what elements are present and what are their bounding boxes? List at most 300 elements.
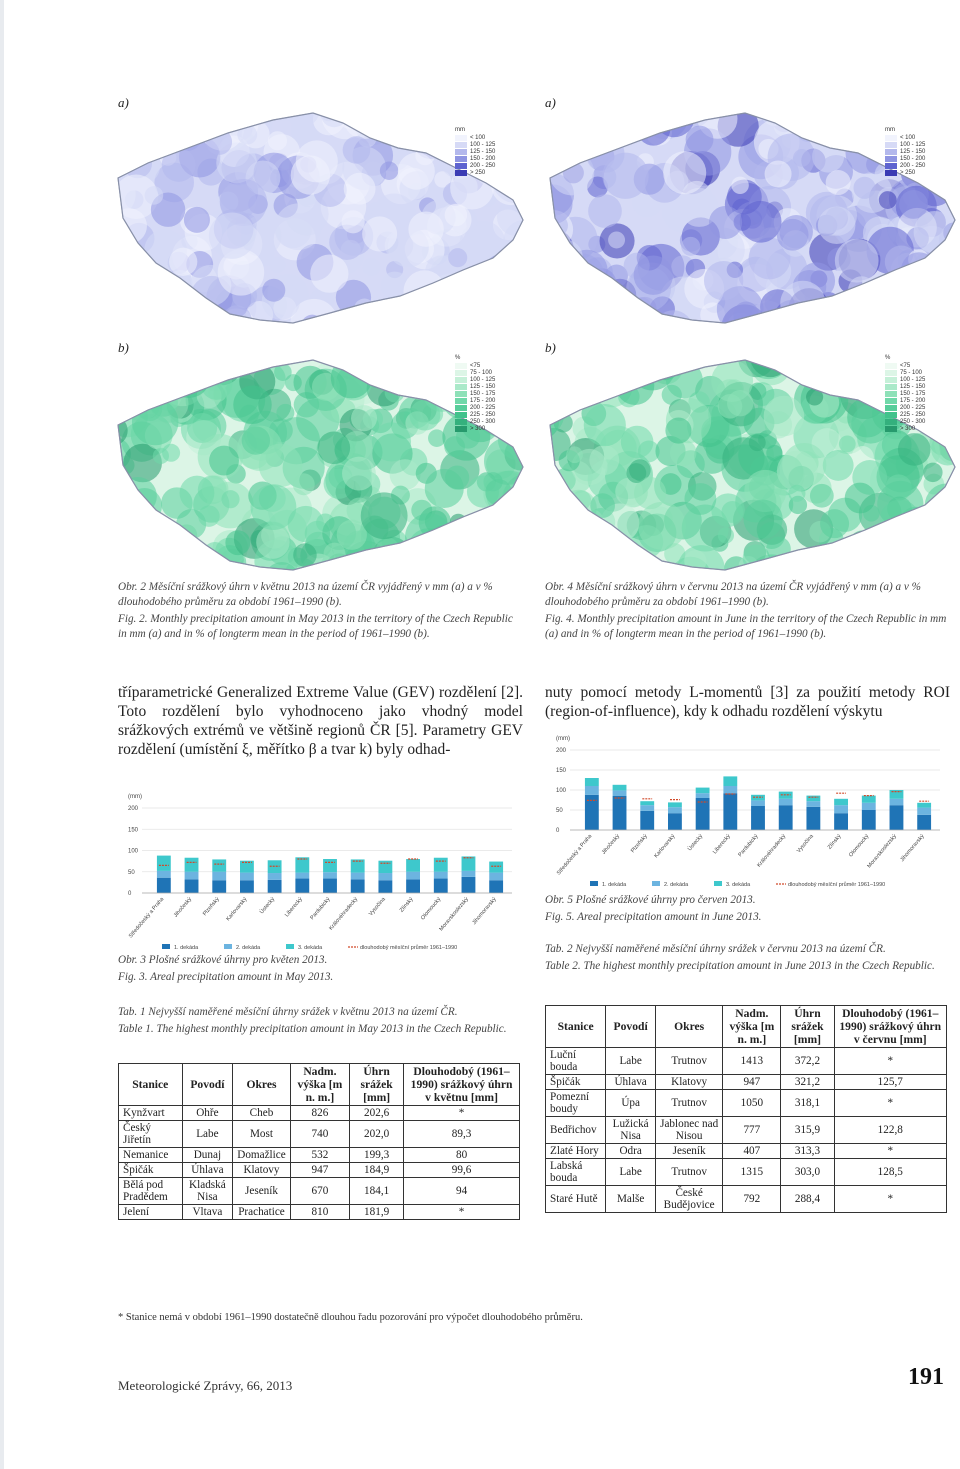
legend-swatch [455,142,467,148]
table-cell: 792 [723,1186,781,1213]
legend-item [885,411,925,418]
x-tick-label: Plzeňský [202,896,221,918]
table-cell: Labe [182,1121,233,1148]
legend-label: 250 - 300 [470,418,496,425]
legend-unit: % [455,355,461,361]
bar-segment [185,858,199,872]
table-cell: 826 [290,1106,349,1121]
table-cell: 1315 [723,1159,781,1186]
table-cell: Český Jiřetín [119,1121,183,1148]
bar-segment [185,879,199,893]
table-cell: Úpa [606,1090,656,1117]
table-header-cell: Nadm. výška [m n. m.] [723,1006,781,1048]
legend-label: 2. dekáda [664,882,689,888]
table-cell: 99,6 [404,1163,520,1178]
table1-caption [118,1005,520,1037]
bar-segment [862,796,876,803]
table-cell: 407 [723,1144,781,1159]
fig2a-label: a) [118,95,129,110]
table2-caption-cz: Tab. 2 Nejvyšší naměřené měsíční úhrny srážek v červnu 2013 na území ČR. [545,943,886,955]
bar-segment [890,805,904,830]
bar-segment [585,786,599,795]
page-edge [0,0,4,1469]
y-axis-label: (mm) [128,794,142,800]
table-cell: Lužická Nisa [606,1117,656,1144]
bar-segment [917,803,931,808]
legend-swatch [455,170,467,176]
bar-segment [489,880,503,893]
x-tick-label: Zlínský [826,833,843,851]
bar-segment [917,815,931,830]
table-header-cell: Stanice [119,1064,183,1106]
bar-segment [212,880,226,893]
legend-item [885,169,925,176]
fig3-caption-en: Fig. 3. Areal precipitation amount in May 2013. [118,971,334,983]
table-cell: Bělá pod Pradědem [119,1178,183,1205]
table-cell: České Budějovice [655,1186,722,1213]
legend-item [885,134,925,141]
legend-swatch [455,405,467,411]
legend-swatch [885,370,897,376]
legend-swatch [885,149,897,155]
legend-label: > 300 [470,425,486,432]
y-tick-label: 150 [128,827,139,834]
bar-segment [668,802,682,807]
legend-label: 225 - 250 [900,411,926,418]
legend-label: 175 - 200 [470,397,496,404]
table-cell: Jeseník [655,1144,722,1159]
table-cell: Vltava [182,1205,233,1220]
y-axis-label: (mm) [556,736,570,742]
legend-label: dlouhodobý měsíční průměr 1961–1990 [788,882,886,888]
legend-item [455,362,495,369]
table-header-cell: Úhrn srážek [mm] [350,1064,404,1106]
legend-swatch [885,419,897,425]
legend-label: < 100 [470,134,486,141]
table-cell: Nemanice [119,1148,183,1163]
legend-item [885,418,925,425]
legend-item [885,148,925,155]
legend-swatch [455,156,467,162]
bar-segment [378,873,392,880]
table-cell: 810 [290,1205,349,1220]
x-tick-label: Středočeský a Praha [555,833,594,877]
fig3-chart [112,790,522,960]
fig5-caption [545,893,945,925]
table-header-cell: Stanice [546,1006,606,1048]
bar-segment [640,811,654,830]
table-header-cell: Nadm. výška [m n. m.] [290,1064,349,1106]
legend-swatch [455,135,467,141]
bar-segment [751,800,765,806]
bar-segment [351,873,365,880]
fig4-caption-en: Fig. 4. Monthly precipitation amount in June in the territory of the Czech Republic in mm (a) and in % of longterm mean in the period of 1961–1990 (b). [545,613,947,640]
bar-segment [640,801,654,805]
table-cell: 740 [290,1121,349,1148]
table-cell: 1050 [723,1090,781,1117]
table-cell: 303,0 [781,1159,834,1186]
legend-label: 200 - 250 [900,162,926,169]
bar-segment [696,798,710,830]
legend-swatch [714,881,722,886]
fig4-caption-cz: Obr. 4 Měsíční srážkový úhrn v červnu 2013 na území ČR vyjádřený v mm (a) a v % dlouhodobého průměru za období 1961–1990 (b). [545,581,921,608]
x-tick-label: Moravskoslezský [866,833,898,870]
table-cell: Kladská Nisa [182,1178,233,1205]
bar-segment [157,878,171,893]
y-tick-label: 0 [128,891,132,897]
legend-label: 1. dekáda [602,882,627,888]
table-cell: * [834,1090,947,1117]
bar-segment [806,807,820,830]
legend-item [455,141,495,148]
table-cell: 947 [290,1163,349,1178]
fig5-caption-cz: Obr. 5 Plošné srážkové úhrny pro červen 2013. [545,894,756,906]
legend-label: <75 [900,362,911,369]
x-tick-label: Liberecký [712,833,732,856]
legend-item [885,369,925,376]
bar-segment [613,796,627,830]
fig5-chart-svg [540,732,950,892]
table-row [546,1186,947,1213]
fig4a-label: a) [545,95,556,110]
legend-item [455,155,495,162]
legend-item [455,169,495,176]
bar-segment [351,879,365,893]
fig2b-label: b) [118,340,129,355]
table-row [546,1075,947,1090]
table-cell: 777 [723,1117,781,1144]
legend-label: 150 - 175 [900,390,926,397]
legend-swatch [455,384,467,390]
table-row [546,1117,947,1144]
fig4b-legend [885,355,925,432]
table-header-cell: Dlouhodobý (1961–1990) srážkový úhrn v květnu [mm] [404,1064,520,1106]
legend-label: 150 - 175 [470,390,496,397]
bar-segment [834,805,848,813]
fig4b-label: b) [545,340,556,355]
legend-item [455,134,495,141]
legend-label: 150 - 200 [470,155,496,162]
bar-segment [157,856,171,871]
legend-swatch [885,412,897,418]
table-cell: 125,7 [834,1075,947,1090]
legend-swatch [885,405,897,411]
y-tick-label: 150 [556,768,567,774]
legend-item [455,390,495,397]
legend-item [885,390,925,397]
legend-label: 225 - 250 [470,411,496,418]
x-tick-label: Královéhradecký [328,896,360,932]
legend-swatch [455,412,467,418]
table-cell: Odra [606,1144,656,1159]
legend-swatch [590,881,598,886]
legend-label: 100 - 125 [470,376,496,383]
legend-label: 100 - 125 [900,376,926,383]
legend-swatch [455,363,467,369]
legend-swatch [885,163,897,169]
bar-segment [212,872,226,881]
table-cell: * [834,1186,947,1213]
legend-swatch [885,142,897,148]
x-tick-label: Pardubický [309,896,332,922]
bar-segment [613,790,627,796]
legend-label: 3. dekáda [726,882,751,888]
bar-segment [212,859,226,871]
table1 [118,1063,520,1220]
x-tick-label: Liberecký [284,896,304,919]
table-cell: Kynžvart [119,1106,183,1121]
fig4-caption [545,580,950,642]
legend-swatch [455,149,467,155]
fig3-caption [118,953,518,985]
bar-segment [268,880,282,893]
y-tick-label: 200 [128,806,139,812]
table-cell: Zlaté Hory [546,1144,606,1159]
bar-segment [434,872,448,879]
x-tick-label: Královéhradecký [756,833,788,869]
legend-item [455,418,495,425]
legend-label: 200 - 250 [470,162,496,169]
body-paragraph-right: nuty pomocí metody L-momentů [3] za použití metody ROI (region-of-influence), kdy k odhadu rozdělení výskytu [545,684,950,720]
table-cell: 184,1 [350,1178,404,1205]
table-row [546,1159,947,1186]
bar-segment [462,856,476,870]
legend-swatch [162,944,170,949]
legend-item [455,425,495,432]
bar-segment [668,813,682,830]
bar-segment [434,879,448,893]
table-footnote: * Stanice nemá v období 1961–1990 dostatečně dlouhou řadu pozorování pro výpočet dlouhodobého průměru. [118,1312,583,1323]
legend-item [455,411,495,418]
y-tick-label: 50 [556,808,563,814]
table-cell: Cheb [233,1106,290,1121]
table-header-row [546,1006,947,1048]
body-text-right [545,683,950,721]
table-cell: 947 [723,1075,781,1090]
legend-swatch [885,156,897,162]
table-cell: Staré Hutě [546,1186,606,1213]
table-cell: 313,3 [781,1144,834,1159]
table-cell: Dunaj [182,1148,233,1163]
bar-segment [434,858,448,872]
table-row [119,1205,520,1220]
table-cell: 532 [290,1148,349,1163]
page-number: 191 [908,1364,944,1390]
table-header-cell: Dlouhodobý (1961–1990) srážkový úhrn v červnu [mm] [834,1006,947,1048]
table-cell: 321,2 [781,1075,834,1090]
bar-segment [268,873,282,880]
legend-item [455,404,495,411]
legend-unit: mm [455,127,465,133]
table-row [119,1178,520,1205]
legend-label: 250 - 300 [900,418,926,425]
table-row [119,1106,520,1121]
x-tick-label: Zlínský [398,896,415,914]
table-header-cell: Okres [655,1006,722,1048]
table-cell: 128,5 [834,1159,947,1186]
table-cell: 202,6 [350,1106,404,1121]
table-cell: Labe [606,1048,656,1075]
fig2-caption-en: Fig. 2. Monthly precipitation amount in May 2013 in the territory of the Czech Republic in mm (a) and in % of longterm mean in the period of 1961–1990 (b). [118,613,513,640]
legend-swatch [455,163,467,169]
bar-segment [806,796,820,802]
table-cell: 184,9 [350,1163,404,1178]
x-tick-label: Jihomoravský [471,896,498,927]
legend-label: 75 - 100 [470,369,493,376]
table-cell: Labská bouda [546,1159,606,1186]
table-cell: Prachatice [233,1205,290,1220]
table-cell: Úhlava [182,1163,233,1178]
table-cell: 318,1 [781,1090,834,1117]
bar-segment [378,880,392,893]
bar-segment [406,879,420,893]
table1-caption-cz: Tab. 1 Nejvyšší naměřené měsíční úhrny srážek v květnu 2013 na území ČR. [118,1006,458,1018]
fig3-chart-svg [112,790,522,955]
legend-item [885,425,925,432]
legend-item [455,376,495,383]
bar-segment [723,793,737,830]
legend-item [885,362,925,369]
legend-label: > 250 [900,169,916,176]
x-tick-label: Karlovarský [225,896,249,923]
bar-segment [378,861,392,873]
table-cell: 315,9 [781,1117,834,1144]
bar-segment [779,805,793,830]
legend-swatch [455,391,467,397]
legend-item [455,397,495,404]
legend-swatch [885,170,897,176]
table-cell: Jelení [119,1205,183,1220]
x-tick-label: Karlovarský [653,833,677,860]
legend-swatch [885,398,897,404]
legend-unit: mm [885,127,895,133]
y-tick-label: 50 [128,869,135,876]
table-row [546,1090,947,1117]
legend-swatch [224,944,232,949]
table-cell: 372,2 [781,1048,834,1075]
legend-item [885,383,925,390]
table2-caption-en: Table 2. The highest monthly precipitation amount in June 2013 in the Czech Republic. [545,960,935,972]
bar-segment [489,862,503,873]
table-header-cell: Úhrn srážek [mm] [781,1006,834,1048]
fig4a-legend [885,127,925,176]
bar-segment [862,810,876,830]
legend-swatch [885,391,897,397]
fig2-caption [118,580,523,642]
x-tick-label: Jihočeský [600,833,622,856]
table-cell: 199,3 [350,1148,404,1163]
x-tick-label: Středočeský a Praha [127,896,166,940]
fig5-caption-en: Fig. 5. Areal precipitation amount in June 2013. [545,911,762,923]
table-cell: Most [233,1121,290,1148]
bar-segment [323,872,337,878]
table-cell: Malše [606,1186,656,1213]
table-cell: Špičák [119,1163,183,1178]
bar-segment [323,859,337,872]
x-tick-label: Jihočeský [172,896,194,919]
bar-segment [406,859,420,872]
table-cell: 94 [404,1178,520,1205]
legend-label: 125 - 150 [470,148,496,155]
table-cell: 670 [290,1178,349,1205]
legend-label: 200 - 225 [900,404,926,411]
legend-label: dlouhodobý měsíční průměr 1961–1990 [360,945,458,951]
bar-segment [613,785,627,791]
legend-label: < 100 [900,134,916,141]
fig2b-legend [455,355,495,432]
bar-segment [406,872,420,880]
legend-item [455,369,495,376]
table-cell: Luční bouda [546,1048,606,1075]
table-cell: Trutnov [655,1090,722,1117]
table-cell: Labe [606,1159,656,1186]
bar-segment [890,799,904,805]
legend-label: 175 - 200 [900,397,926,404]
table-cell: Klatovy [655,1075,722,1090]
body-text-left [118,683,523,759]
legend-label: 3. dekáda [298,945,323,951]
x-tick-label: Plzeňský [630,833,649,855]
table-cell: * [834,1144,947,1159]
bar-segment [751,806,765,830]
bar-segment [723,776,737,786]
bar-segment [640,805,654,811]
table-row [119,1148,520,1163]
bar-segment [185,872,199,880]
table-cell: Klatovy [233,1163,290,1178]
legend-label: <75 [470,362,481,369]
legend-label: > 250 [470,169,486,176]
legend-swatch [286,944,294,949]
journal-name: Meteorologické Zprávy, 66, 2013 [118,1378,293,1393]
table-row [119,1121,520,1148]
legend-swatch [455,377,467,383]
x-tick-label: Olomoucký [420,896,443,922]
legend-label: 2. dekáda [236,945,261,951]
bar-segment [157,871,171,878]
x-tick-label: Olomoucký [848,833,871,859]
legend-swatch [885,377,897,383]
bar-segment [668,807,682,813]
legend-item [885,404,925,411]
table-cell: Pomezní boudy [546,1090,606,1117]
bar-segment [489,873,503,881]
legend-label: 125 - 150 [900,148,926,155]
table-cell: Úhlava [606,1075,656,1090]
legend-label: > 300 [900,425,916,432]
bar-segment [295,879,309,893]
legend-swatch [885,384,897,390]
legend-swatch [455,370,467,376]
table-header-cell: Povodí [606,1006,656,1048]
legend-label: 1. dekáda [174,945,199,951]
table2 [545,1005,947,1213]
table-cell: Trutnov [655,1159,722,1186]
legend-item [455,162,495,169]
table-header-row [119,1064,520,1106]
x-tick-label: Moravskoslezský [438,896,470,933]
table-cell: * [834,1048,947,1075]
table-cell: Jeseník [233,1178,290,1205]
table-cell: 288,4 [781,1186,834,1213]
y-tick-label: 0 [556,828,560,834]
table-header-cell: Povodí [182,1064,233,1106]
table-cell: * [404,1106,520,1121]
legend-swatch [885,363,897,369]
bar-segment [862,803,876,810]
table-cell: 80 [404,1148,520,1163]
bar-segment [723,786,737,793]
